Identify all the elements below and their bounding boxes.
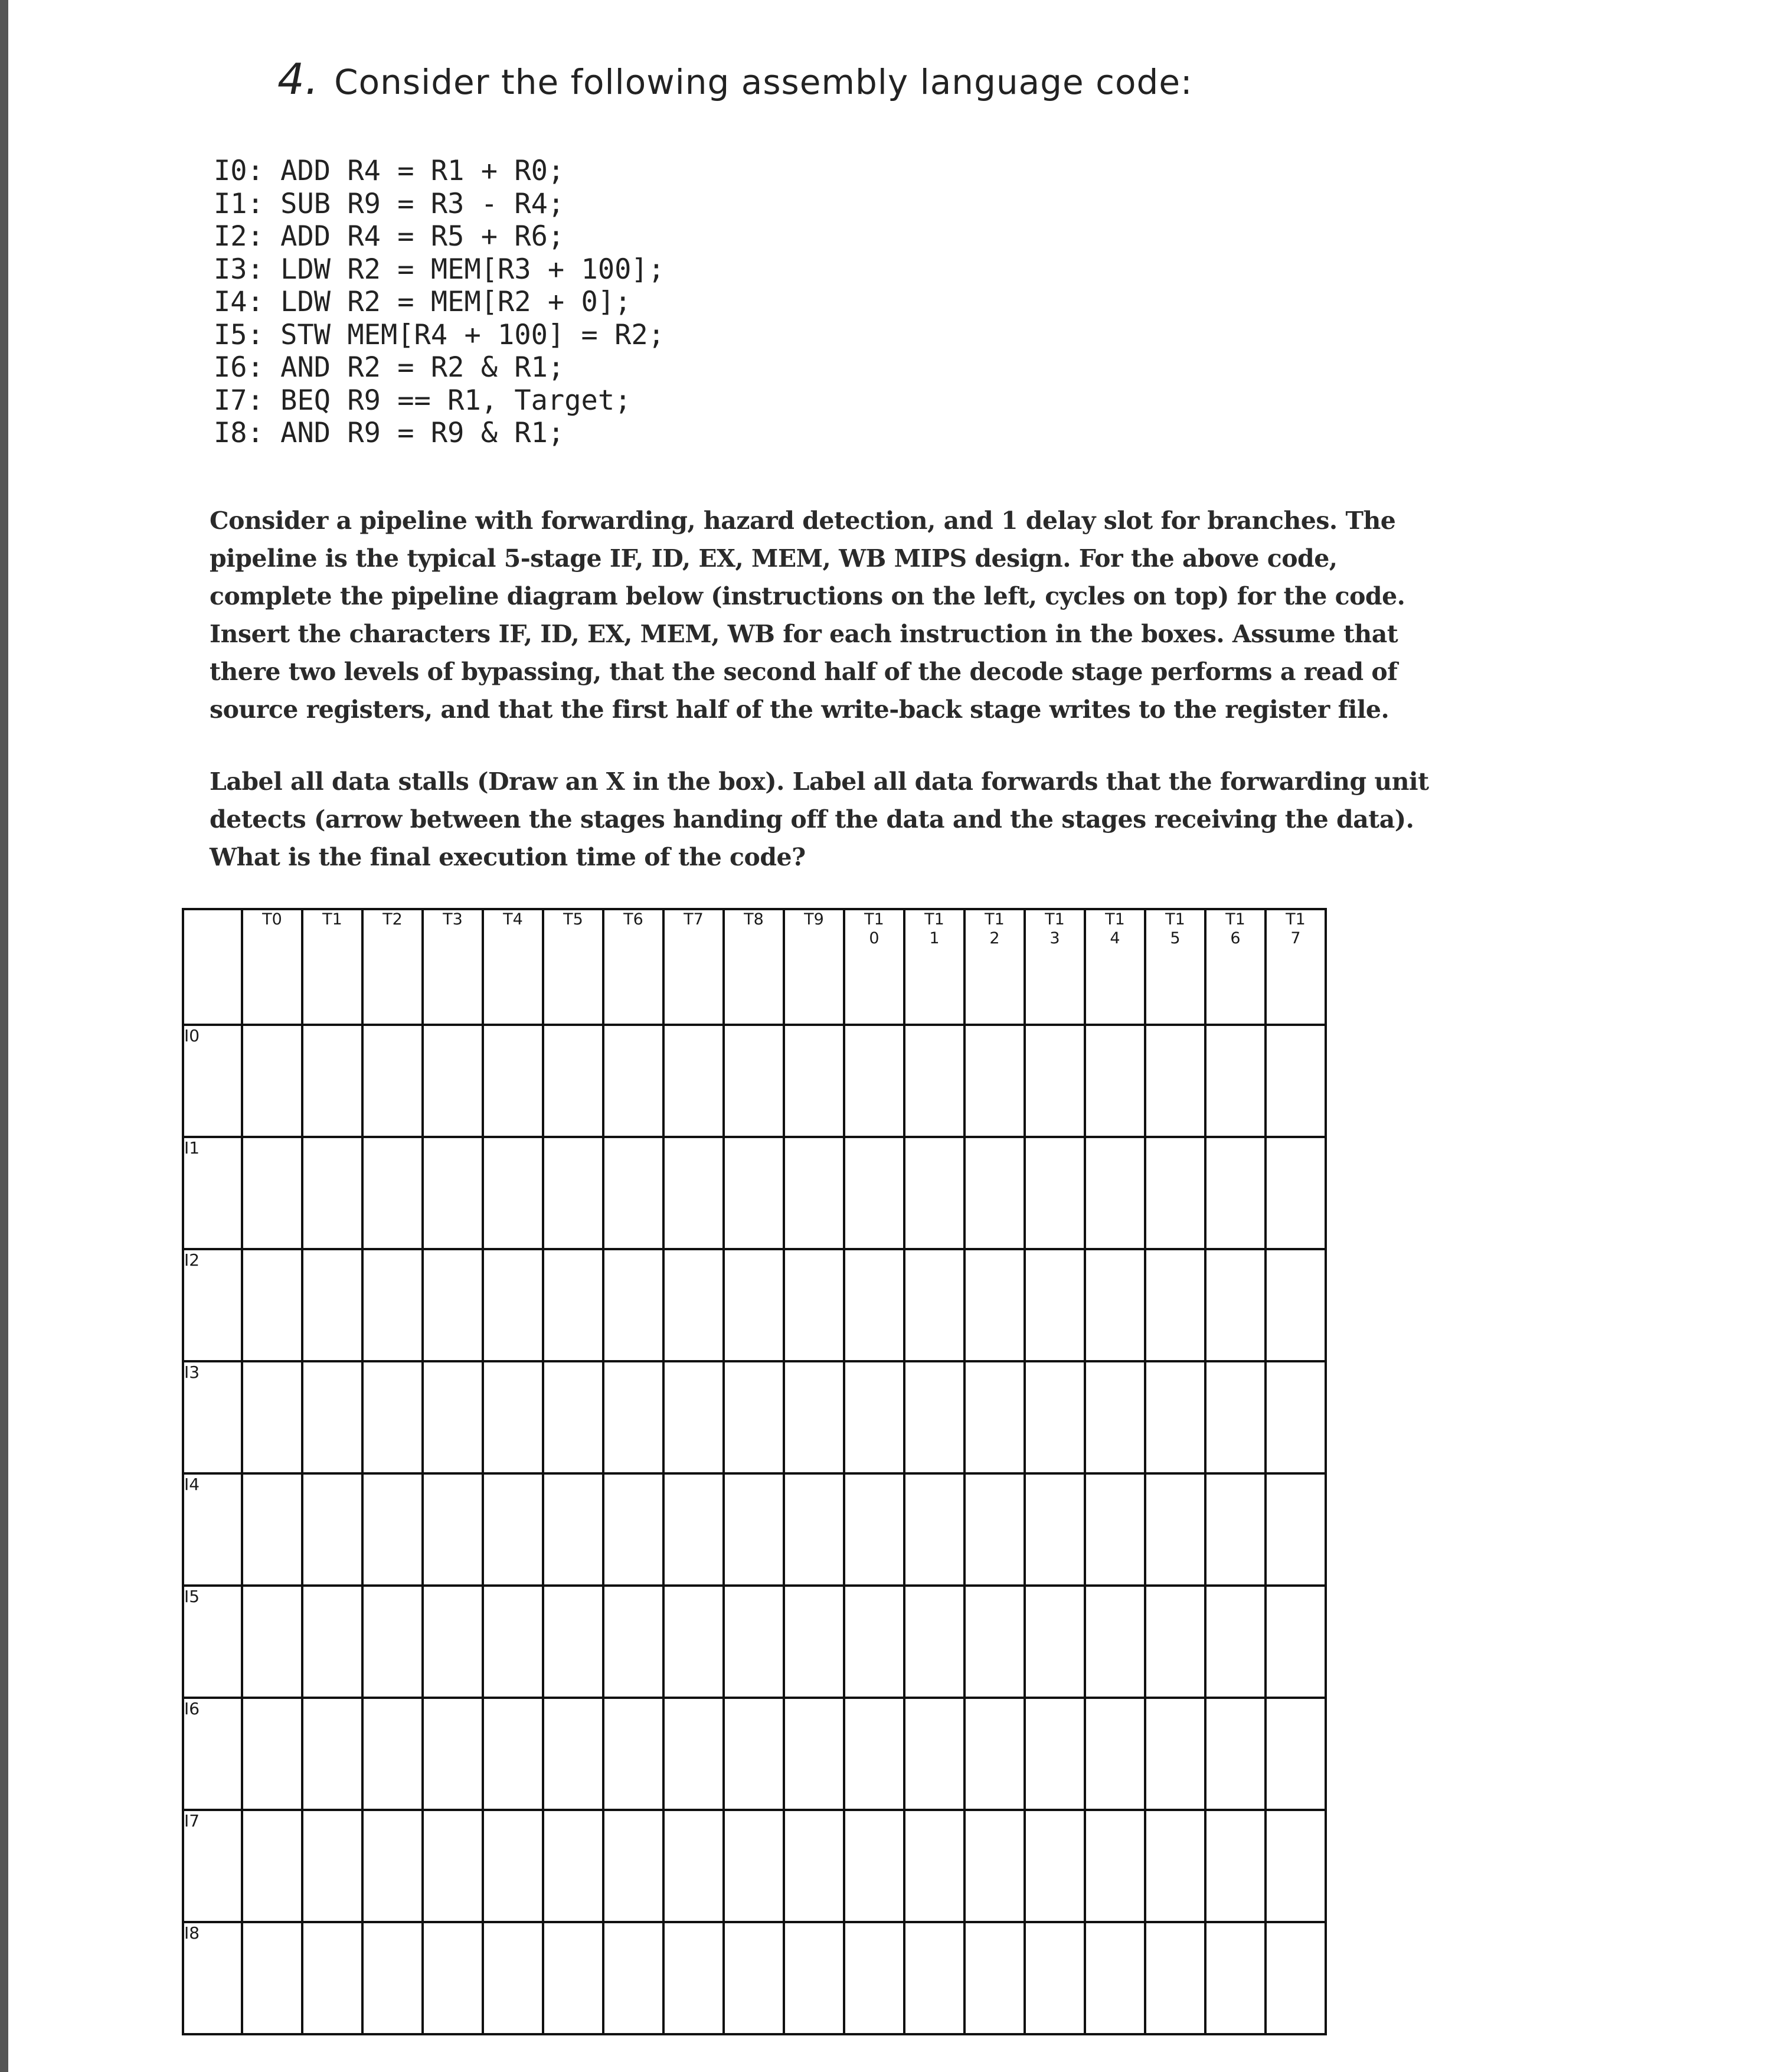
stage-cell[interactable] [904, 1473, 964, 1586]
stage-cell[interactable] [904, 1922, 964, 2034]
stage-cell[interactable] [423, 1361, 483, 1473]
stage-cell[interactable] [362, 1361, 423, 1473]
code-line: I7: BEQ R9 == R1, Target; [214, 384, 632, 417]
stage-cell[interactable] [242, 1473, 302, 1586]
stage-cell[interactable] [1085, 1698, 1145, 1810]
instruction-label: I4 [183, 1473, 242, 1586]
stage-cell[interactable] [543, 1249, 603, 1361]
stage-cell[interactable] [1205, 1249, 1266, 1361]
cycle-header-label: T1 6 [1225, 910, 1245, 947]
table-row [183, 1025, 1326, 1137]
stage-cell[interactable] [784, 1810, 844, 1922]
stage-cell[interactable] [483, 1586, 543, 1698]
stage-cell[interactable] [964, 1810, 1025, 1922]
cycle-header-label: T1 [322, 910, 342, 929]
cycle-header-label: T6 [623, 910, 643, 929]
stage-cell[interactable] [543, 1137, 603, 1249]
stage-cell[interactable] [964, 1137, 1025, 1249]
stage-cell[interactable] [1085, 1922, 1145, 2034]
stage-cell[interactable] [302, 1810, 362, 1922]
stage-cell[interactable] [302, 1473, 362, 1586]
cycle-header [302, 909, 362, 1025]
stage-cell[interactable] [302, 1249, 362, 1361]
cycle-header [1266, 909, 1326, 1025]
cycle-header-label: T4 [503, 910, 523, 929]
stage-cell[interactable] [242, 1586, 302, 1698]
stage-cell[interactable] [784, 1025, 844, 1137]
stage-cell[interactable] [242, 1137, 302, 1249]
cycle-header-label: T7 [684, 910, 704, 929]
stage-cell[interactable] [784, 1586, 844, 1698]
stage-cell[interactable] [1025, 1137, 1085, 1249]
stage-cell[interactable] [844, 1361, 904, 1473]
stage-cell[interactable] [1145, 1249, 1205, 1361]
stage-cell[interactable] [423, 1249, 483, 1361]
cycle-header [242, 909, 302, 1025]
code-line: I6: AND R2 = R2 & R1; [214, 351, 565, 384]
stage-cell[interactable] [844, 1025, 904, 1137]
stage-cell[interactable] [844, 1473, 904, 1586]
stage-cell[interactable] [543, 1698, 603, 1810]
cycle-header-label: T9 [804, 910, 824, 929]
stage-cell[interactable] [242, 1922, 302, 2034]
stage-cell[interactable] [1025, 1025, 1085, 1137]
stage-cell[interactable] [904, 1361, 964, 1473]
cycle-header-label: T1 7 [1286, 910, 1306, 947]
table-row [183, 1698, 1326, 1810]
cycle-header-label: T1 0 [864, 910, 884, 947]
code-line: I2: ADD R4 = R5 + R6; [214, 220, 565, 253]
stage-cell[interactable] [724, 1586, 784, 1698]
stage-cell[interactable] [1085, 1249, 1145, 1361]
stage-cell[interactable] [663, 1361, 724, 1473]
stage-cell[interactable] [483, 1473, 543, 1586]
stage-cell[interactable] [1085, 1361, 1145, 1473]
stage-cell[interactable] [1085, 1137, 1145, 1249]
stage-cell[interactable] [423, 1137, 483, 1249]
stage-cell[interactable] [483, 1922, 543, 2034]
stage-cell[interactable] [1205, 1473, 1266, 1586]
pipeline-diagram [182, 908, 1327, 2035]
cycle-header [362, 909, 423, 1025]
instruction-label: I8 [183, 1922, 242, 2034]
stage-cell[interactable] [1145, 1361, 1205, 1473]
stage-cell[interactable] [1266, 1473, 1326, 1586]
stage-cell[interactable] [1085, 1586, 1145, 1698]
stage-cell[interactable] [1145, 1698, 1205, 1810]
stage-cell[interactable] [483, 1810, 543, 1922]
stage-cell[interactable] [904, 1810, 964, 1922]
stage-cell[interactable] [423, 1025, 483, 1137]
stage-cell[interactable] [1266, 1137, 1326, 1249]
stage-cell[interactable] [1205, 1586, 1266, 1698]
cycle-header-label: T1 3 [1045, 910, 1065, 947]
stage-cell[interactable] [1085, 1473, 1145, 1586]
stage-cell[interactable] [1205, 1698, 1266, 1810]
stage-cell[interactable] [663, 1473, 724, 1586]
stage-cell[interactable] [423, 1810, 483, 1922]
stage-cell[interactable] [1025, 1922, 1085, 2034]
stage-cell[interactable] [543, 1586, 603, 1698]
stage-cell[interactable] [964, 1361, 1025, 1473]
stage-cell[interactable] [844, 1137, 904, 1249]
stage-cell[interactable] [1025, 1698, 1085, 1810]
stage-cell[interactable] [242, 1025, 302, 1137]
stage-cell[interactable] [1025, 1361, 1085, 1473]
stage-cell[interactable] [1205, 1137, 1266, 1249]
cycle-header-label: T1 5 [1165, 910, 1185, 947]
stage-cell[interactable] [1205, 1025, 1266, 1137]
code-line: I1: SUB R9 = R3 - R4; [214, 187, 565, 220]
stage-cell[interactable] [362, 1810, 423, 1922]
assembly-code-block [214, 155, 665, 450]
table-row [183, 1922, 1326, 2034]
stage-cell[interactable] [362, 1922, 423, 2034]
table-row [183, 1361, 1326, 1473]
instruction-label: I6 [183, 1698, 242, 1810]
stage-cell[interactable] [1266, 1698, 1326, 1810]
stage-cell[interactable] [302, 1922, 362, 2034]
stage-cell[interactable] [603, 1249, 663, 1361]
stage-cell[interactable] [844, 1922, 904, 2034]
stage-cell[interactable] [663, 1922, 724, 2034]
cycle-header [784, 909, 844, 1025]
stage-cell[interactable] [1085, 1025, 1145, 1137]
stage-cell[interactable] [483, 1025, 543, 1137]
stage-cell[interactable] [1085, 1810, 1145, 1922]
stage-cell[interactable] [242, 1249, 302, 1361]
stage-cell[interactable] [362, 1586, 423, 1698]
table-row [183, 1137, 1326, 1249]
stage-cell[interactable] [603, 1586, 663, 1698]
stage-cell[interactable] [724, 1137, 784, 1249]
stage-cell[interactable] [784, 1473, 844, 1586]
code-line: I5: STW MEM[R4 + 100] = R2; [214, 318, 665, 351]
stage-cell[interactable] [543, 1361, 603, 1473]
stage-cell[interactable] [483, 1698, 543, 1810]
cycle-header-label: T5 [563, 910, 583, 929]
stage-cell[interactable] [663, 1586, 724, 1698]
stage-cell[interactable] [242, 1810, 302, 1922]
cycle-header-label: T2 [382, 910, 403, 929]
stage-cell[interactable] [543, 1025, 603, 1137]
instruction-label: I3 [183, 1361, 242, 1473]
code-line: I0: ADD R4 = R1 + R0; [214, 155, 565, 187]
stage-cell[interactable] [483, 1249, 543, 1361]
stage-cell[interactable] [784, 1922, 844, 2034]
stage-cell[interactable] [663, 1137, 724, 1249]
labeling-paragraph: Label all data stalls (Draw an X in the box). Label all data forwards that the forwarding unit detects (arrow between the stages handing off the data and the stages receiving the data). What is the final execution time of the code? [210, 767, 1429, 871]
stage-cell[interactable] [362, 1698, 423, 1810]
stage-cell[interactable] [964, 1586, 1025, 1698]
stage-cell[interactable] [784, 1361, 844, 1473]
stage-cell[interactable] [1145, 1586, 1205, 1698]
stage-cell[interactable] [603, 1810, 663, 1922]
cycle-header [1205, 909, 1266, 1025]
question-title: Consider the following assembly language code: [334, 62, 1193, 102]
cycle-header [844, 909, 904, 1025]
stage-cell[interactable] [1266, 1361, 1326, 1473]
cycle-header [964, 909, 1025, 1025]
stage-cell[interactable] [603, 1698, 663, 1810]
stage-cell[interactable] [784, 1249, 844, 1361]
stage-cell[interactable] [543, 1810, 603, 1922]
cycle-header [1145, 909, 1205, 1025]
stage-cell[interactable] [724, 1025, 784, 1137]
stage-cell[interactable] [302, 1137, 362, 1249]
cycle-header [543, 909, 603, 1025]
cycle-header [1085, 909, 1145, 1025]
stage-cell[interactable] [904, 1025, 964, 1137]
stage-cell[interactable] [904, 1249, 964, 1361]
cycle-header-label: T0 [262, 910, 282, 929]
instruction-label: I7 [183, 1810, 242, 1922]
stage-cell[interactable] [784, 1698, 844, 1810]
stage-cell[interactable] [904, 1586, 964, 1698]
stage-cell[interactable] [1145, 1922, 1205, 2034]
stage-cell[interactable] [844, 1698, 904, 1810]
page-left-edge [0, 0, 8, 2072]
stage-cell[interactable] [844, 1810, 904, 1922]
cycle-header-label: T1 2 [985, 910, 1005, 947]
stage-cell[interactable] [603, 1922, 663, 2034]
stage-cell[interactable] [1266, 1249, 1326, 1361]
cycle-header [724, 909, 784, 1025]
stage-cell[interactable] [423, 1473, 483, 1586]
code-line: I8: AND R9 = R9 & R1; [214, 417, 565, 449]
stage-cell[interactable] [724, 1922, 784, 2034]
stage-cell[interactable] [784, 1137, 844, 1249]
table-row [183, 1810, 1326, 1922]
stage-cell[interactable] [543, 1922, 603, 2034]
stage-cell[interactable] [423, 1922, 483, 2034]
stage-cell[interactable] [362, 1025, 423, 1137]
cycle-header-label: T3 [443, 910, 463, 929]
stage-cell[interactable] [302, 1698, 362, 1810]
stage-cell[interactable] [483, 1137, 543, 1249]
stage-cell[interactable] [663, 1249, 724, 1361]
stage-cell[interactable] [1025, 1586, 1085, 1698]
stage-cell[interactable] [904, 1698, 964, 1810]
stage-cell[interactable] [1145, 1137, 1205, 1249]
cycle-header [603, 909, 663, 1025]
stage-cell[interactable] [844, 1586, 904, 1698]
stage-cell[interactable] [724, 1698, 784, 1810]
stage-cell[interactable] [603, 1025, 663, 1137]
instruction-label: I2 [183, 1249, 242, 1361]
instructions-paragraph: Consider a pipeline with forwarding, hazard detection, and 1 delay slot for branches. The pipeline is the typical 5-stage IF, ID, EX, MEM, WB MIPS design. For the above code, complete the pipeline diagram below (instructions on the left, cycles on top) for the code. Insert the characters IF, ID, EX, MEM, WB for each instruction in the boxes. Assume that there two levels of bypassing, that the second half of the decode stage performs a read of source registers, and that the first half of the write-back stage writes to the register file. [210, 506, 1405, 724]
cycle-header [1025, 909, 1085, 1025]
stage-cell[interactable] [603, 1361, 663, 1473]
table-row [183, 1586, 1326, 1698]
stage-cell[interactable] [483, 1361, 543, 1473]
stage-cell[interactable] [543, 1473, 603, 1586]
code-line: I4: LDW R2 = MEM[R2 + 0]; [214, 286, 632, 318]
stage-cell[interactable] [964, 1025, 1025, 1137]
stage-cell[interactable] [1145, 1025, 1205, 1137]
table-corner-cell [183, 909, 242, 1025]
stage-cell[interactable] [663, 1698, 724, 1810]
stage-cell[interactable] [1025, 1473, 1085, 1586]
stage-cell[interactable] [1205, 1361, 1266, 1473]
stage-cell[interactable] [423, 1698, 483, 1810]
stage-cell[interactable] [844, 1249, 904, 1361]
table-row [183, 1473, 1326, 1586]
stage-cell[interactable] [362, 1249, 423, 1361]
cycle-header-label: T1 1 [924, 910, 944, 947]
instruction-label: I1 [183, 1137, 242, 1249]
stage-cell[interactable] [362, 1137, 423, 1249]
cycle-header [663, 909, 724, 1025]
instruction-label: I0 [183, 1025, 242, 1137]
stage-cell[interactable] [724, 1249, 784, 1361]
stage-cell[interactable] [964, 1473, 1025, 1586]
stage-cell[interactable] [242, 1698, 302, 1810]
stage-cell[interactable] [1145, 1810, 1205, 1922]
stage-cell[interactable] [663, 1025, 724, 1137]
stage-cell[interactable] [724, 1473, 784, 1586]
question-heading [277, 54, 1193, 104]
stage-cell[interactable] [904, 1137, 964, 1249]
stage-cell[interactable] [1025, 1249, 1085, 1361]
stage-cell[interactable] [724, 1361, 784, 1473]
stage-cell[interactable] [1205, 1922, 1266, 2034]
stage-cell[interactable] [724, 1810, 784, 1922]
stage-cell[interactable] [603, 1137, 663, 1249]
cycle-header-label: T8 [744, 910, 764, 929]
code-line: I3: LDW R2 = MEM[R3 + 100]; [214, 253, 665, 286]
stage-cell[interactable] [1025, 1810, 1085, 1922]
stage-cell[interactable] [964, 1922, 1025, 2034]
stage-cell[interactable] [1266, 1810, 1326, 1922]
question-number: 4. [277, 54, 319, 104]
stage-cell[interactable] [1205, 1810, 1266, 1922]
stage-cell[interactable] [423, 1586, 483, 1698]
stage-cell[interactable] [362, 1473, 423, 1586]
stage-cell[interactable] [603, 1473, 663, 1586]
cycle-header [904, 909, 964, 1025]
stage-cell[interactable] [964, 1249, 1025, 1361]
stage-cell[interactable] [242, 1361, 302, 1473]
cycle-header-row [183, 909, 1326, 1025]
table-row [183, 1249, 1326, 1361]
stage-cell[interactable] [964, 1698, 1025, 1810]
cycle-header [423, 909, 483, 1025]
stage-cell[interactable] [302, 1361, 362, 1473]
stage-cell[interactable] [1266, 1025, 1326, 1137]
stage-cell[interactable] [1266, 1586, 1326, 1698]
instruction-label: I5 [183, 1586, 242, 1698]
stage-cell[interactable] [302, 1586, 362, 1698]
cycle-header-label: T1 4 [1105, 910, 1125, 947]
stage-cell[interactable] [1266, 1922, 1326, 2034]
stage-cell[interactable] [302, 1025, 362, 1137]
stage-cell[interactable] [663, 1810, 724, 1922]
cycle-header [483, 909, 543, 1025]
pipeline-table [182, 908, 1327, 2035]
stage-cell[interactable] [1145, 1473, 1205, 1586]
